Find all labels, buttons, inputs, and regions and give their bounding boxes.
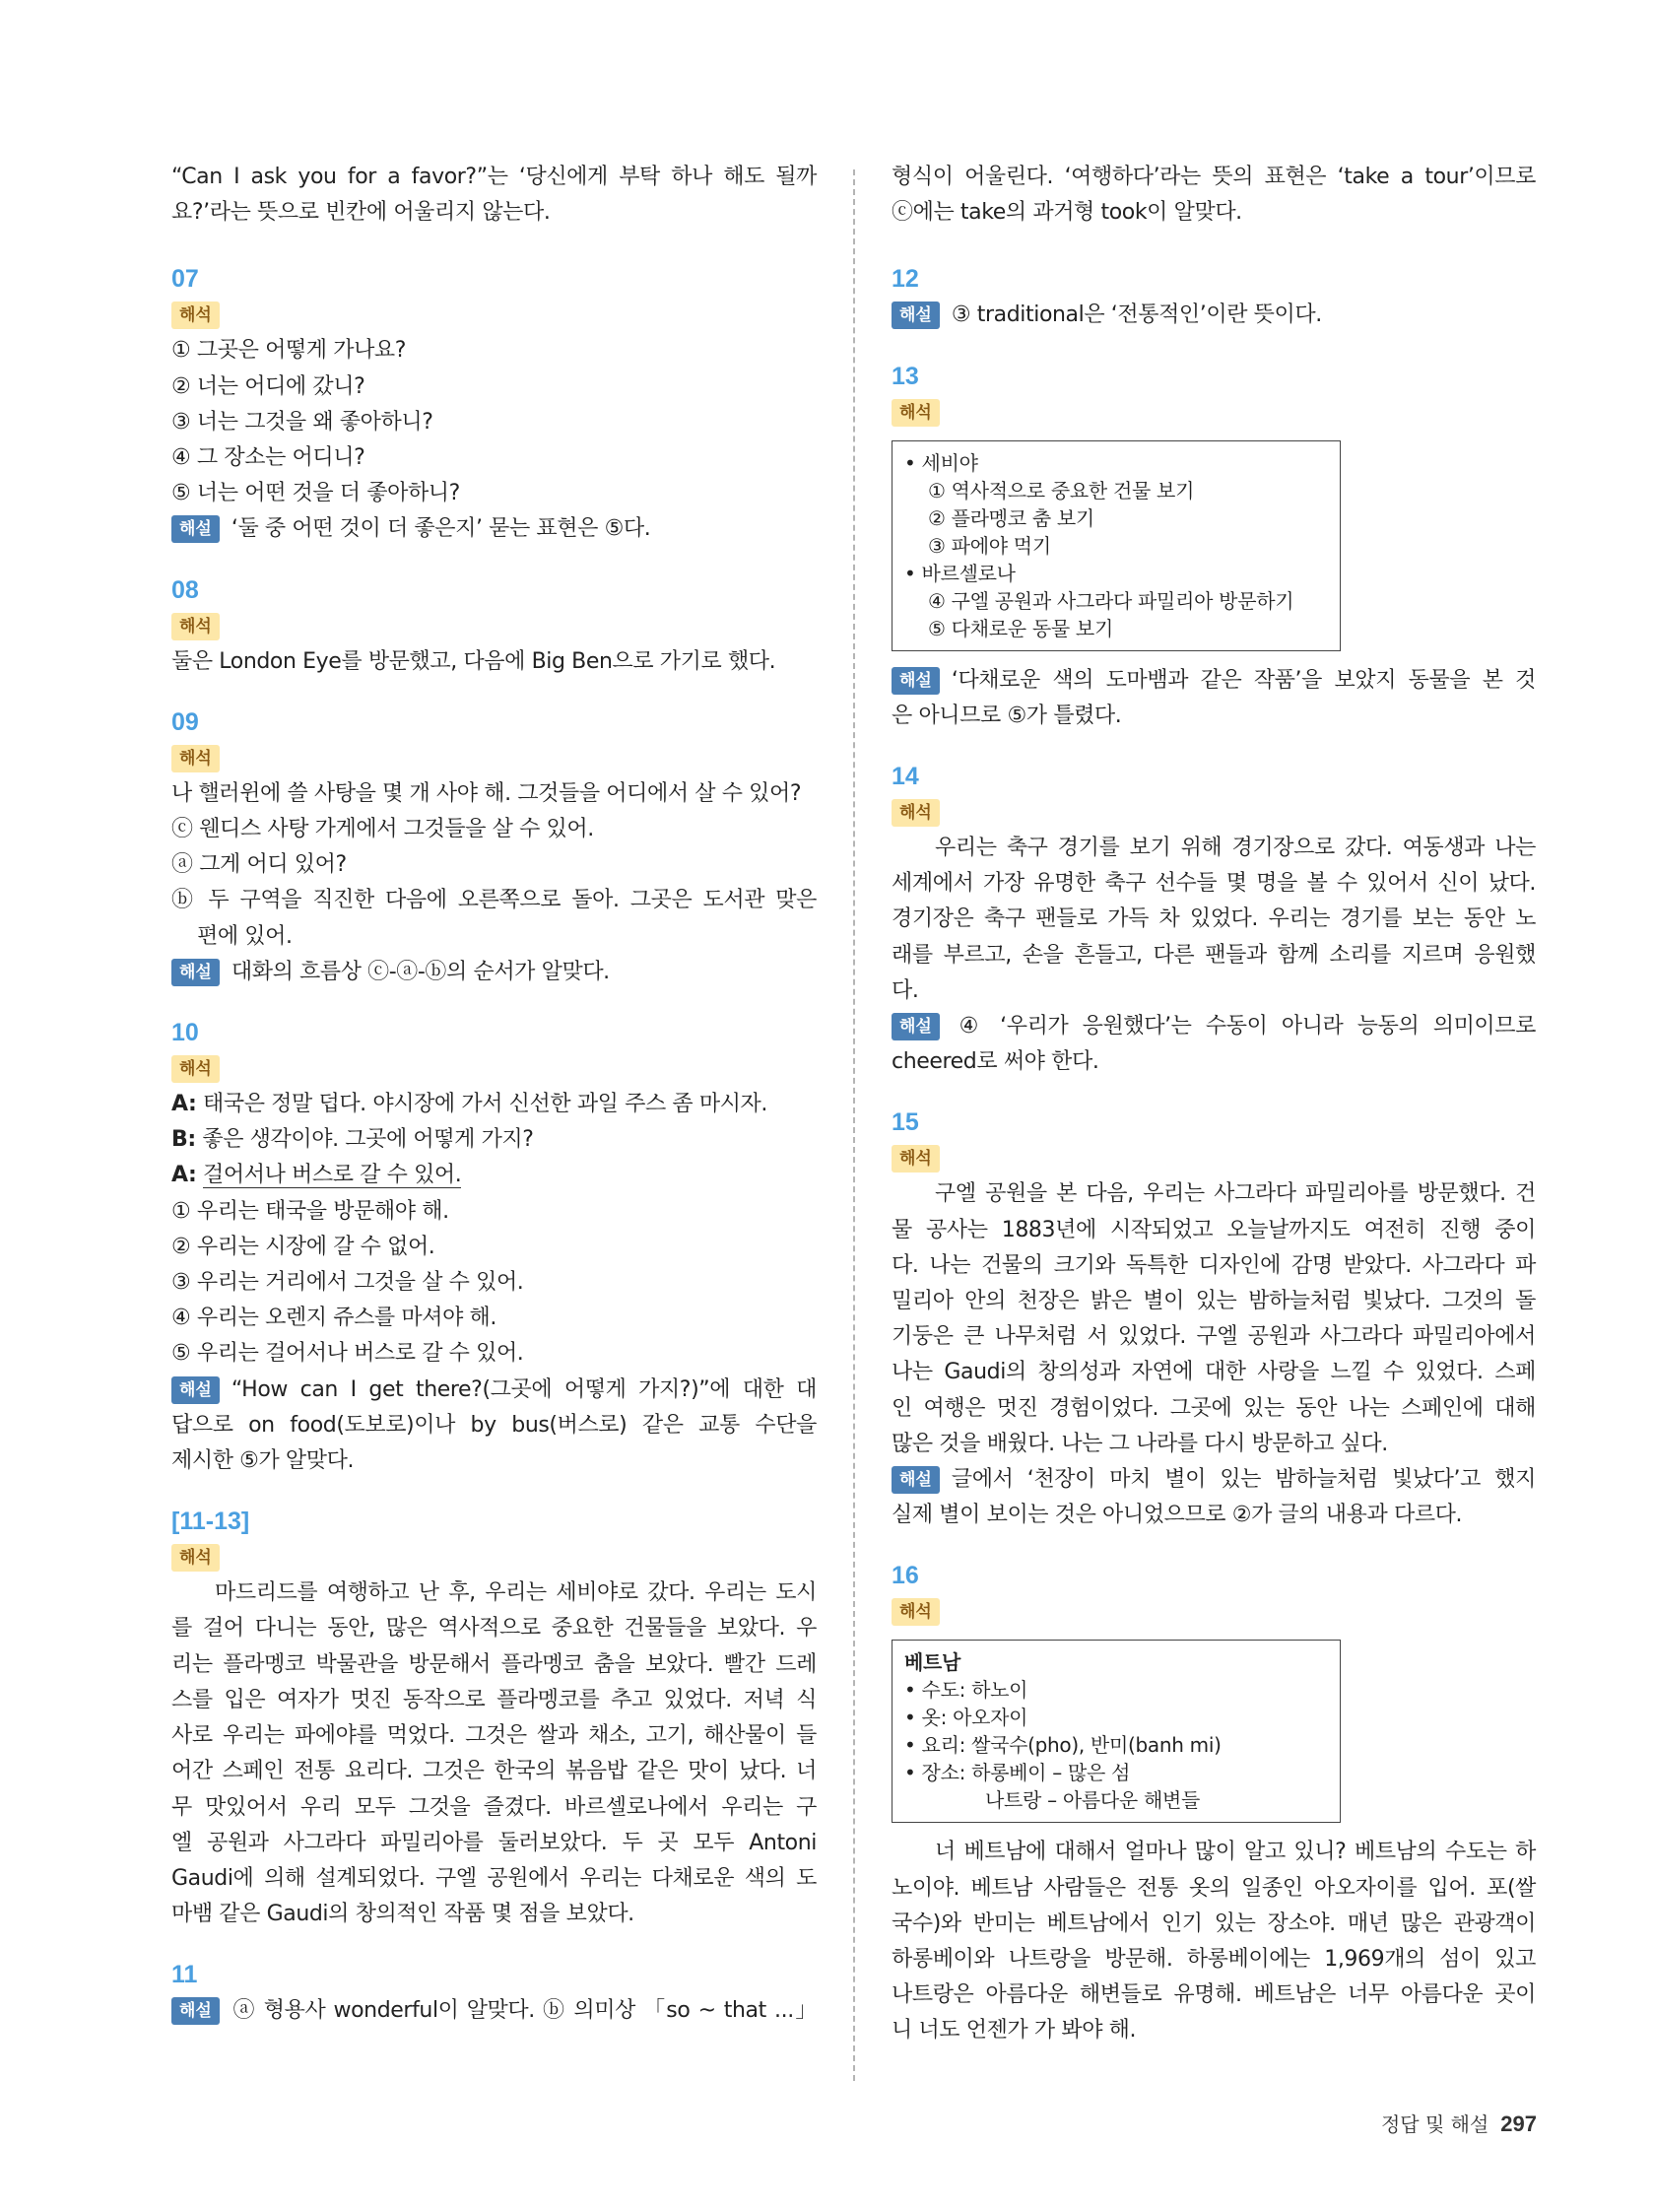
- passage-line: 경기장은 축구 팬들로 가득 차 있었다. 우리는 경기를 보는 동안 노: [892, 906, 1536, 932]
- question-number-07: 07: [171, 265, 199, 294]
- explanation-text: ④ ‘우리가 응원했다’는 수동이 아니라 능동의 의미이므로: [951, 1014, 1536, 1039]
- question-number-16: 16: [892, 1562, 919, 1590]
- footer-label: 정답 및 해설: [1380, 2112, 1489, 2136]
- intro-line-2: 요?’라는 뜻으로 빈칸에 어울리지 않는다.: [171, 200, 551, 226]
- box-line: • 수도: 하노이: [904, 1678, 1028, 1703]
- page-footer: [1381, 2109, 1537, 2137]
- passage-line: 구엘 공원을 본 다음, 우리는 사그라다 파밀리아를 방문했다. 건: [935, 1181, 1536, 1207]
- translation-tag: 해석: [892, 1145, 940, 1173]
- explanation-text: “How can I get there?(그곳에 어떻게 가지?)”에 대한 대: [231, 1376, 817, 1402]
- explanation-line: 답으로 on food(도보로)이나 by bus(버스로) 같은 교통 수단을: [171, 1412, 817, 1438]
- explanation-line: [892, 1462, 1536, 1498]
- option-line: ⑤ 우리는 걸어서나 버스로 갈 수 있어.: [171, 1341, 524, 1367]
- passage-line: 물 공사는 1883년에 시작되었고 오늘날까지도 여전히 진행 중이: [892, 1217, 1536, 1242]
- question-number-08: 08: [171, 575, 199, 604]
- box-line: • 옷: 아오자이: [904, 1706, 1028, 1730]
- passage-line: 세계에서 가장 유명한 축구 선수들 몇 명을 볼 수 있어서 신이 났다.: [892, 871, 1536, 897]
- column-divider: [853, 169, 855, 2081]
- question-number-11-13: [11-13]: [171, 1508, 250, 1536]
- explanation-badge: 해설: [892, 1013, 940, 1040]
- explanation-badge: 해설: [892, 1466, 940, 1494]
- speaker-a: A:: [171, 1163, 197, 1188]
- dialogue-text: 태국은 정말 덥다. 야시장에 가서 신선한 과일 주스 좀 마시자.: [196, 1092, 768, 1117]
- passage-line: 니 너도 언젠가 가 봐야 해.: [892, 2018, 1137, 2044]
- dialogue-text: 좋은 생각이야. 그곳에 어떻게 가지?: [195, 1127, 534, 1153]
- speaker-b: B:: [171, 1127, 196, 1153]
- box-line: • 바르셀로나: [904, 561, 1016, 585]
- explanation-line: 실제 별이 보이는 것은 아니었으므로 ②가 글의 내용과 다르다.: [892, 1503, 1463, 1528]
- box-line: • 장소: 하롱베이 – 많은 섬: [904, 1761, 1131, 1785]
- box-line: 나트랑 – 아름다운 해변들: [985, 1788, 1201, 1813]
- explanation-badge: 해설: [171, 959, 220, 986]
- translation-line: ④ 그 장소는 어디니?: [171, 445, 365, 471]
- explanation-line: [171, 1993, 817, 2029]
- translation-tag: 해석: [171, 302, 220, 329]
- question-number-11: 11: [171, 1961, 198, 1989]
- passage-line: 무 맛있어서 우리 모두 그것을 즐겼다. 바르셀로나에서 우리는 구: [171, 1794, 817, 1820]
- translation-line: ⓒ 웬디스 사탕 가게에서 그것들을 살 수 있어.: [171, 817, 594, 842]
- translation-tag: 해석: [892, 399, 940, 427]
- explanation-badge: 해설: [171, 1997, 220, 2025]
- box-line: ③ 파에야 먹기: [928, 533, 1051, 558]
- explanation-line: [171, 511, 817, 547]
- passage-line: 다. 나는 건물의 크기와 독특한 디자인에 감명 받았다. 사그라다 파: [892, 1252, 1536, 1278]
- question-number-13: 13: [892, 362, 919, 390]
- passage-line: 밀리아 안의 천장은 밝은 별이 있는 밤하늘처럼 빛났다. 그것의 돌: [892, 1289, 1536, 1314]
- explanation-line: [892, 298, 1536, 333]
- explanation-text: 글에서 ‘천장이 마치 별이 있는 밤하늘처럼 빛났다’고 했지: [951, 1467, 1536, 1493]
- translation-tag: 해석: [171, 1544, 220, 1572]
- explanation-text: ‘다채로운 색의 도마뱀과 같은 작품’을 보았지 동물을 본 것: [951, 667, 1536, 693]
- translation-line: 나 핼러윈에 쓸 사탕을 몇 개 사야 해. 그것들을 어디에서 살 수 있어?: [171, 780, 802, 806]
- passage-line: 하롱베이와 나트랑을 방문해. 하롱베이에는 1,969개의 섬이 있고: [892, 1947, 1536, 1973]
- translation-tag: 해석: [892, 1598, 940, 1626]
- box-line: • 세비야: [904, 450, 978, 475]
- passage-line: 인 여행은 멋진 경험이었다. 그곳에 있는 동안 나는 스페인에 대해: [892, 1395, 1536, 1421]
- summary-box: [892, 440, 1341, 651]
- box-line: ① 역사적으로 중요한 건물 보기: [928, 478, 1195, 503]
- dialogue-line: [171, 1122, 817, 1158]
- passage-line: 엘 공원과 사그라다 파밀리아를 둘러보았다. 두 곳 모두 Antoni: [171, 1830, 817, 1855]
- question-number-15: 15: [892, 1108, 919, 1137]
- box-line: • 요리: 쌀국수(pho), 반미(banh mi): [904, 1733, 1222, 1758]
- passage-line: 다.: [892, 977, 919, 1003]
- option-line: ② 우리는 시장에 갈 수 없어.: [171, 1234, 435, 1259]
- intro-line-1: “Can I ask you for a favor?”는 ‘당신에게 부탁 하나 해도 될까: [171, 165, 817, 189]
- summary-box: [892, 1640, 1341, 1823]
- option-line: ① 우리는 태국을 방문해야 해.: [171, 1198, 449, 1224]
- translation-line: ③ 너는 그것을 왜 좋아하니?: [171, 409, 433, 435]
- question-number-09: 09: [171, 707, 199, 736]
- passage-line: 마뱀 같은 Gaudi의 창의적인 작품 몇 점을 보았다.: [171, 1902, 634, 1927]
- explanation-line: [171, 955, 817, 990]
- left-column: [171, 160, 817, 2030]
- translation-line: 편에 있어.: [197, 923, 293, 949]
- explanation-text: ‘둘 중 어떤 것이 더 좋은지’ 묻는 표현은 ⑤다.: [231, 516, 651, 542]
- box-title: 베트남: [904, 1650, 961, 1675]
- speaker-a: A:: [171, 1092, 197, 1117]
- explanation-line: [171, 1373, 817, 1408]
- passage-line: 를 걸어 다니는 동안, 많은 역사적으로 중요한 건물들을 보았다. 우: [171, 1616, 817, 1642]
- intro-line-2: ⓒ에는 take의 과거형 took이 알맞다.: [892, 200, 1242, 226]
- translation-line: 둘은 London Eye를 방문했고, 다음에 Big Ben으로 가기로 했다.: [171, 648, 776, 674]
- question-number-12: 12: [892, 265, 919, 294]
- passage-line: 국수)와 반미는 베트남에서 인기 있는 장소야. 매년 많은 관광객이: [892, 1910, 1536, 1936]
- passage-line: 어간 스페인 전통 요리다. 그것은 한국의 볶음밥 같은 맛이 났다. 너: [171, 1759, 817, 1784]
- passage-line: 노이야. 베트남 사람들은 전통 옷의 일종인 아오자이를 입어. 포(쌀: [892, 1875, 1536, 1901]
- passage-line: 스를 입은 여자가 멋진 동작으로 플라멩코를 추고 있었다. 저녁 식: [171, 1687, 817, 1712]
- passage-line: 리는 플라멩코 박물관을 방문해서 플라멩코 춤을 보았다. 빨간 드레: [171, 1651, 817, 1677]
- explanation-line: 은 아니므로 ⑤가 틀렸다.: [892, 703, 1122, 728]
- explanation-text: ③ traditional은 ‘전통적인’이란 뜻이다.: [951, 302, 1322, 328]
- passage-line: 너 베트남에 대해서 얼마나 많이 알고 있니? 베트남의 수도는 하: [935, 1840, 1536, 1865]
- passage-line: 래를 부르고, 손을 흔들고, 다른 팬들과 함께 소리를 지르며 응원했: [892, 942, 1536, 968]
- box-line: ④ 구엘 공원과 사그라다 파밀리아 방문하기: [928, 588, 1294, 613]
- explanation-badge: 해설: [171, 515, 220, 543]
- dialogue-line: [171, 1087, 817, 1122]
- question-number-10: 10: [171, 1019, 199, 1047]
- option-line: ④ 우리는 오렌지 쥬스를 마셔야 해.: [171, 1306, 496, 1331]
- explanation-line: 제시한 ⑤가 알맞다.: [171, 1448, 355, 1474]
- dialogue-line: [171, 1158, 817, 1193]
- translation-tag: 해석: [171, 1055, 220, 1083]
- passage-line: 나트랑은 아름다운 해변들로 유명해. 베트남은 너무 아름다운 곳이: [892, 1982, 1536, 2008]
- explanation-line: [892, 1009, 1536, 1044]
- explanation-badge: 해설: [892, 667, 940, 695]
- question-number-14: 14: [892, 763, 919, 791]
- page-number: 297: [1500, 2111, 1537, 2136]
- option-line: ③ 우리는 거리에서 그것을 살 수 있어.: [171, 1270, 524, 1296]
- right-column: [892, 160, 1536, 2049]
- passage-line: 기둥은 큰 나무처럼 서 있었다. 구엘 공원과 사그라다 파밀리아에서: [892, 1324, 1536, 1350]
- passage-line: 나는 Gaudi의 창의성과 자연에 대한 사랑을 느낄 수 있었다. 스페: [892, 1360, 1536, 1385]
- intro-line-1: 형식이 어울린다. ‘여행하다’라는 뜻의 표현은 ‘take a tour’이므로: [892, 165, 1536, 189]
- passage-line: 우리는 축구 경기를 보기 위해 경기장으로 갔다. 여동생과 나는: [935, 836, 1536, 861]
- translation-tag: 해석: [171, 613, 220, 640]
- translation-line: ⑤ 너는 어떤 것을 더 좋아하니?: [171, 481, 460, 506]
- translation-line: ① 그곳은 어떻게 가나요?: [171, 338, 407, 364]
- explanation-line: cheered로 써야 한다.: [892, 1049, 1099, 1075]
- translation-tag: 해석: [892, 799, 940, 827]
- passage-line: Gaudi에 의해 설계되었다. 구엘 공원에서 우리는 다채로운 색의 도: [171, 1865, 817, 1891]
- box-line: ⑤ 다채로운 동물 보기: [928, 616, 1113, 640]
- passage-line: 많은 것을 배웠다. 나는 그 나라를 다시 방문하고 싶다.: [892, 1431, 1388, 1456]
- translation-line: ⓑ 두 구역을 직진한 다음에 오른쪽으로 돌아. 그곳은 도서관 맞은: [171, 888, 817, 913]
- explanation-badge: 해설: [171, 1376, 220, 1404]
- passage-line: 마드리드를 여행하고 난 후, 우리는 세비야로 갔다. 우리는 도시: [215, 1580, 817, 1606]
- passage-line: 사로 우리는 파에야를 먹었다. 그것은 쌀과 채소, 고기, 해산물이 들: [171, 1723, 817, 1749]
- box-line: ② 플라멩코 춤 보기: [928, 505, 1094, 530]
- translation-tag: 해석: [171, 745, 220, 772]
- underlined-answer: 걸어서나 버스로 갈 수 있어.: [203, 1163, 462, 1188]
- translation-line: ⓐ 그게 어디 있어?: [171, 852, 347, 878]
- explanation-text: 대화의 흐름상 ⓒ-ⓐ-ⓑ의 순서가 알맞다.: [231, 959, 610, 984]
- explanation-badge: 해설: [892, 302, 940, 329]
- explanation-text: ⓐ 형용사 wonderful이 알맞다. ⓑ 의미상 「so ~ that ...」: [231, 1998, 817, 2024]
- explanation-line: [892, 663, 1536, 699]
- translation-line: ② 너는 어디에 갔니?: [171, 373, 365, 399]
